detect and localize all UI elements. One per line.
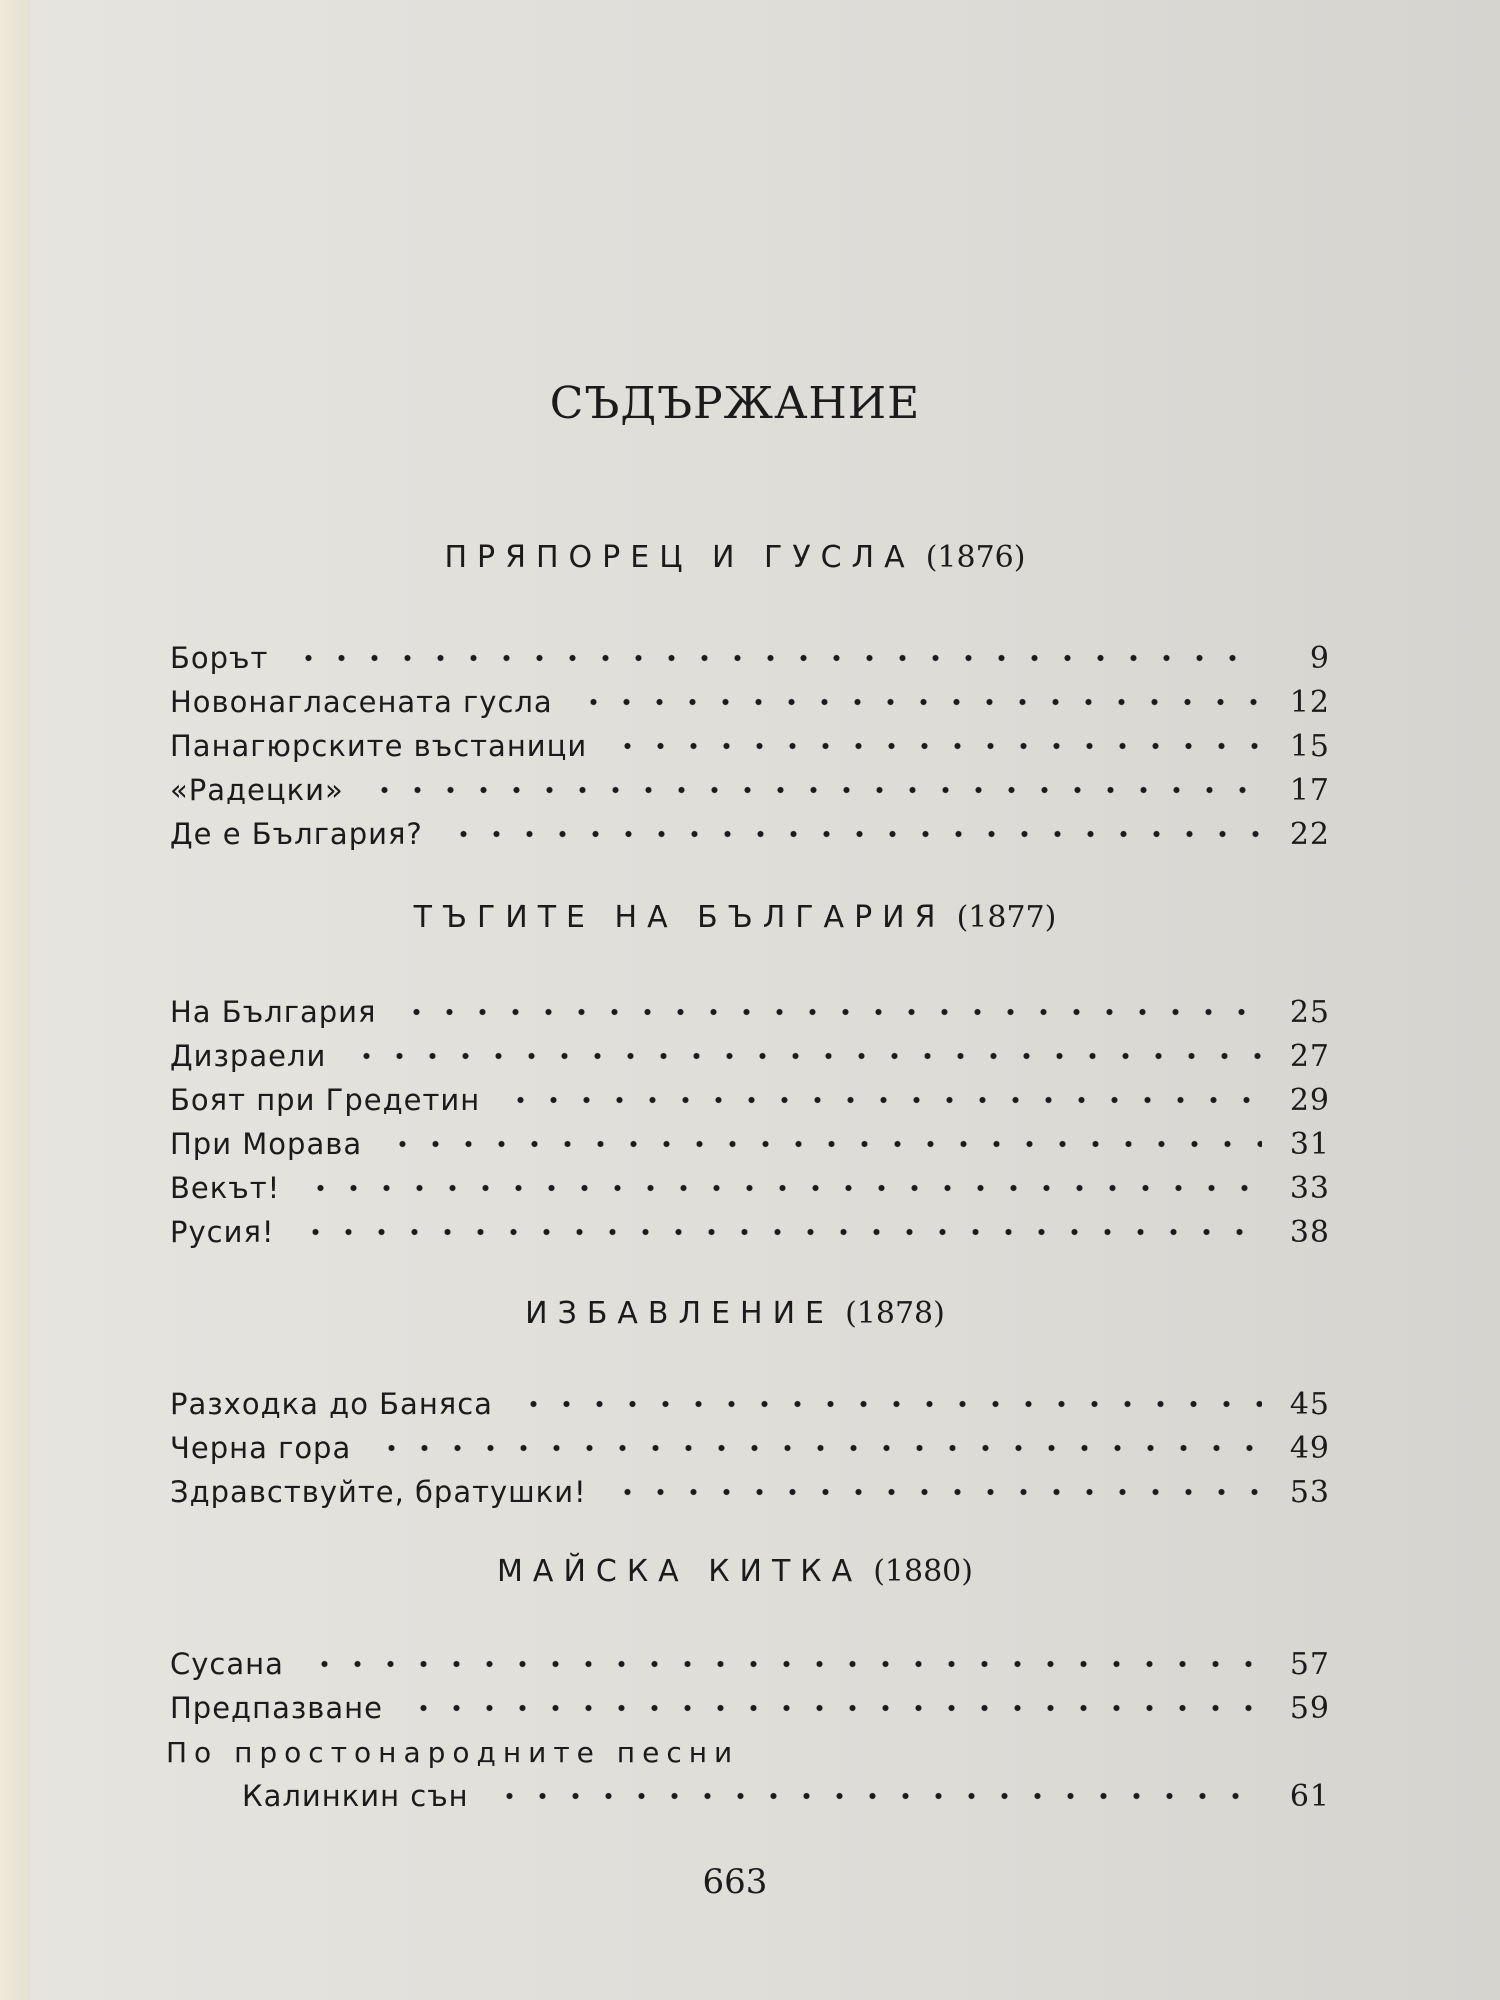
dot-leader <box>386 1132 1262 1156</box>
entry-title: Разходка до Баняса <box>170 1387 493 1421</box>
section-year: (1876) <box>925 540 1026 575</box>
entry-page-number: 29 <box>1289 1082 1330 1118</box>
entry-page-number: 9 <box>1309 640 1330 676</box>
dot-leader <box>611 734 1262 758</box>
section-heading-2 <box>30 900 1440 935</box>
page-title: СЪДЪРЖАНИЕ <box>549 378 921 429</box>
section-year: (1878) <box>845 1296 945 1331</box>
entry-page-number: 17 <box>1289 772 1330 808</box>
entry-title: Векът! <box>170 1171 281 1205</box>
entry-title: Дизраели <box>170 1039 327 1073</box>
page-number: 663 <box>702 1862 768 1902</box>
toc-entry <box>170 636 1330 680</box>
entry-page-number: 59 <box>1289 1690 1330 1726</box>
toc-entry <box>170 1122 1330 1166</box>
entry-page-number: 38 <box>1289 1214 1330 1250</box>
toc-entry <box>170 1034 1330 1078</box>
entry-page-number: 49 <box>1289 1430 1330 1466</box>
dot-leader <box>504 1088 1262 1112</box>
section-name: ПРЯПОРЕЦ И ГУСЛА <box>444 540 915 575</box>
entry-title: Черна гора <box>170 1431 352 1465</box>
entry-page-number: 12 <box>1289 684 1330 720</box>
left-page-edge <box>0 0 31 2000</box>
section-heading-1 <box>30 540 1440 575</box>
toc-entry <box>170 1078 1330 1122</box>
toc-entry <box>170 680 1330 724</box>
entry-title: Боят при Гредетин <box>170 1083 481 1117</box>
dot-leader <box>517 1392 1262 1416</box>
dot-leader <box>493 1784 1262 1808</box>
entry-page-number: 31 <box>1289 1126 1330 1162</box>
dot-leader <box>447 822 1262 846</box>
toc-entry <box>170 1642 1330 1686</box>
toc-entry <box>170 768 1330 812</box>
entry-title: Борът <box>170 641 269 675</box>
sub-heading: По простонародните песни <box>166 1735 740 1769</box>
toc-entry <box>170 1382 1330 1426</box>
entry-title: Предпазване <box>170 1691 383 1725</box>
entry-title: «Радецки» <box>170 773 344 807</box>
section-name: ТЪГИТЕ НА БЪЛГАРИЯ <box>413 900 946 935</box>
entry-page-number: 27 <box>1289 1038 1330 1074</box>
toc-entry <box>170 1470 1330 1514</box>
section-heading-4 <box>30 1554 1440 1589</box>
contents-page <box>30 0 1500 2000</box>
entry-page-number: 22 <box>1289 816 1330 852</box>
toc-entry <box>242 1774 1330 1818</box>
entry-page-number: 33 <box>1289 1170 1330 1206</box>
toc-entry <box>170 1686 1330 1730</box>
toc-entry <box>170 1210 1330 1254</box>
toc-entry <box>170 1166 1330 1210</box>
section-name: ИЗБАВЛЕНИЕ <box>525 1296 834 1331</box>
entry-page-number: 53 <box>1289 1474 1330 1510</box>
entry-page-number: 25 <box>1289 994 1330 1030</box>
dot-leader <box>350 1044 1262 1068</box>
entry-page-number: 61 <box>1289 1778 1330 1814</box>
entry-page-number: 57 <box>1289 1646 1330 1682</box>
dot-leader <box>368 778 1262 802</box>
toc-entry <box>170 990 1330 1034</box>
section-heading-3 <box>30 1296 1440 1331</box>
entry-title: При Морава <box>170 1127 363 1161</box>
entry-title: Панагюрските въстаници <box>170 729 588 763</box>
toc-entry <box>170 724 1330 768</box>
dot-leader <box>375 1436 1262 1460</box>
entry-title: На България <box>170 995 377 1029</box>
dot-leader <box>308 1652 1262 1676</box>
entry-page-number: 45 <box>1289 1386 1330 1422</box>
entry-title: Русия! <box>170 1215 275 1249</box>
dot-leader <box>407 1696 1262 1720</box>
toc-entry <box>170 812 1330 856</box>
section-year: (1877) <box>956 900 1057 935</box>
section-year: (1880) <box>873 1554 973 1589</box>
entry-title: Новонагласената гусла <box>170 685 553 719</box>
dot-leader <box>611 1480 1262 1504</box>
dot-leader <box>577 690 1262 714</box>
entry-title: Сусана <box>170 1647 284 1681</box>
section-name: МАЙСКА КИТКА <box>497 1554 863 1589</box>
entry-title: Здравствуйте, братушки! <box>170 1475 587 1509</box>
dot-leader <box>400 1000 1262 1024</box>
entry-page-number: 15 <box>1289 728 1330 764</box>
dot-leader <box>304 1176 1262 1200</box>
dot-leader <box>292 646 1262 670</box>
dot-leader <box>299 1220 1262 1244</box>
toc-entry <box>170 1426 1330 1470</box>
entry-title: Де е България? <box>170 817 423 851</box>
entry-title: Калинкин сън <box>242 1779 469 1813</box>
